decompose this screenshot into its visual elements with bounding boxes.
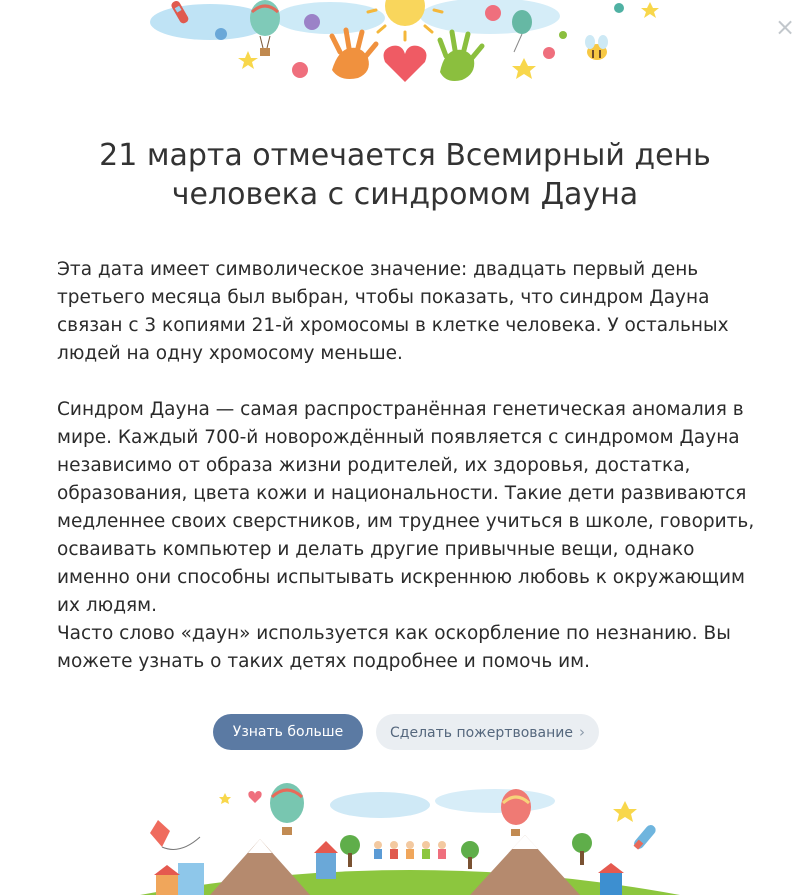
paragraph-help: Часто слово «даун» используется как оскорбление по незнанию. Вы можете узнать о таких детях подробнее и помочь им. bbox=[57, 623, 731, 672]
bottom-illustration bbox=[140, 775, 680, 895]
paragraph-meaning: Эта дата имеет символическое значение: двадцать первый день третьего месяца был выбран, чтобы показать, что синдром Дауна связан с 3 копиями 21-й хромосомы в клетке человека. У остальных людей на одну хромосому меньше. bbox=[57, 259, 729, 364]
page-title: 21 марта отмечается Всемирный день человека с синдромом Дауна bbox=[99, 138, 711, 212]
donate-label: Сделать пожертвование bbox=[390, 725, 573, 741]
learn-more-button[interactable] bbox=[213, 714, 363, 750]
learn-more-label: Узнать больше bbox=[232, 724, 344, 740]
chevron-right-icon: › bbox=[578, 723, 585, 741]
donate-button[interactable] bbox=[376, 714, 599, 750]
paragraph-facts: Синдром Дауна — самая распространённая генетическая аномалия в мире. Каждый 700-й новорождённый появляется с синдромом Дауна независимо от образа жизни родителей, их здоровья, достатка, образования, цвета кожи и национальности. Такие дети развиваются медленнее своих сверстников, им труднее учиться в школе, говорить, осваивать компьютер и делать другие привычные вещи, однако именно они способны испытывать искреннюю любовь к окружающим их людям. bbox=[57, 399, 755, 616]
top-illustration bbox=[100, 0, 720, 95]
close-icon[interactable]: × bbox=[774, 13, 796, 41]
